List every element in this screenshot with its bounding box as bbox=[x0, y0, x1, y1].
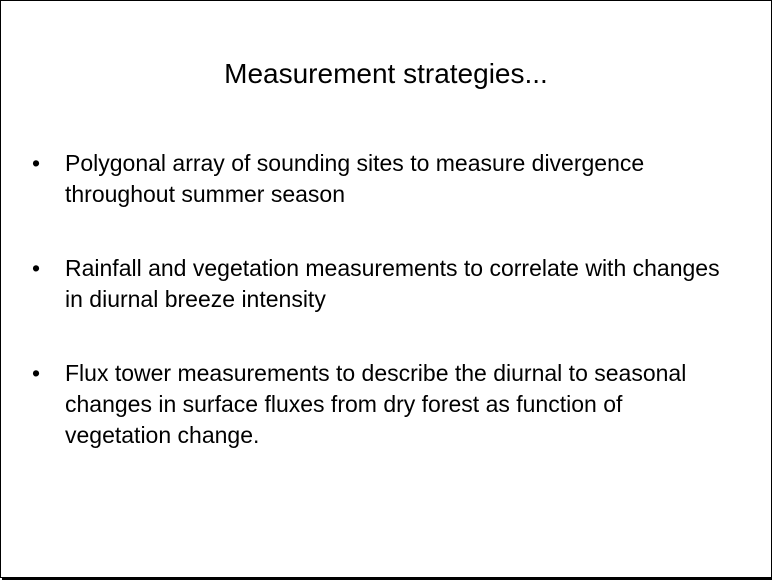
list-item bbox=[32, 148, 732, 210]
bullet-text: Polygonal array of sounding sites to measure divergence throughout summer season bbox=[65, 150, 645, 207]
bullet-text: Flux tower measurements to describe the diurnal to seasonal changes in surface fluxes from dry forest as function of vegetation change. bbox=[65, 360, 687, 448]
bullet-icon: • bbox=[32, 150, 41, 176]
slide-title: Measurement strategies... bbox=[224, 58, 548, 89]
bullet-icon: • bbox=[32, 255, 41, 281]
list-item bbox=[32, 253, 732, 315]
bullet-icon: • bbox=[32, 360, 41, 386]
bullet-list bbox=[32, 148, 732, 451]
bullet-text: Rainfall and vegetation measurements to correlate with changes in diurnal breeze intensity bbox=[65, 255, 720, 312]
list-item bbox=[32, 358, 732, 451]
